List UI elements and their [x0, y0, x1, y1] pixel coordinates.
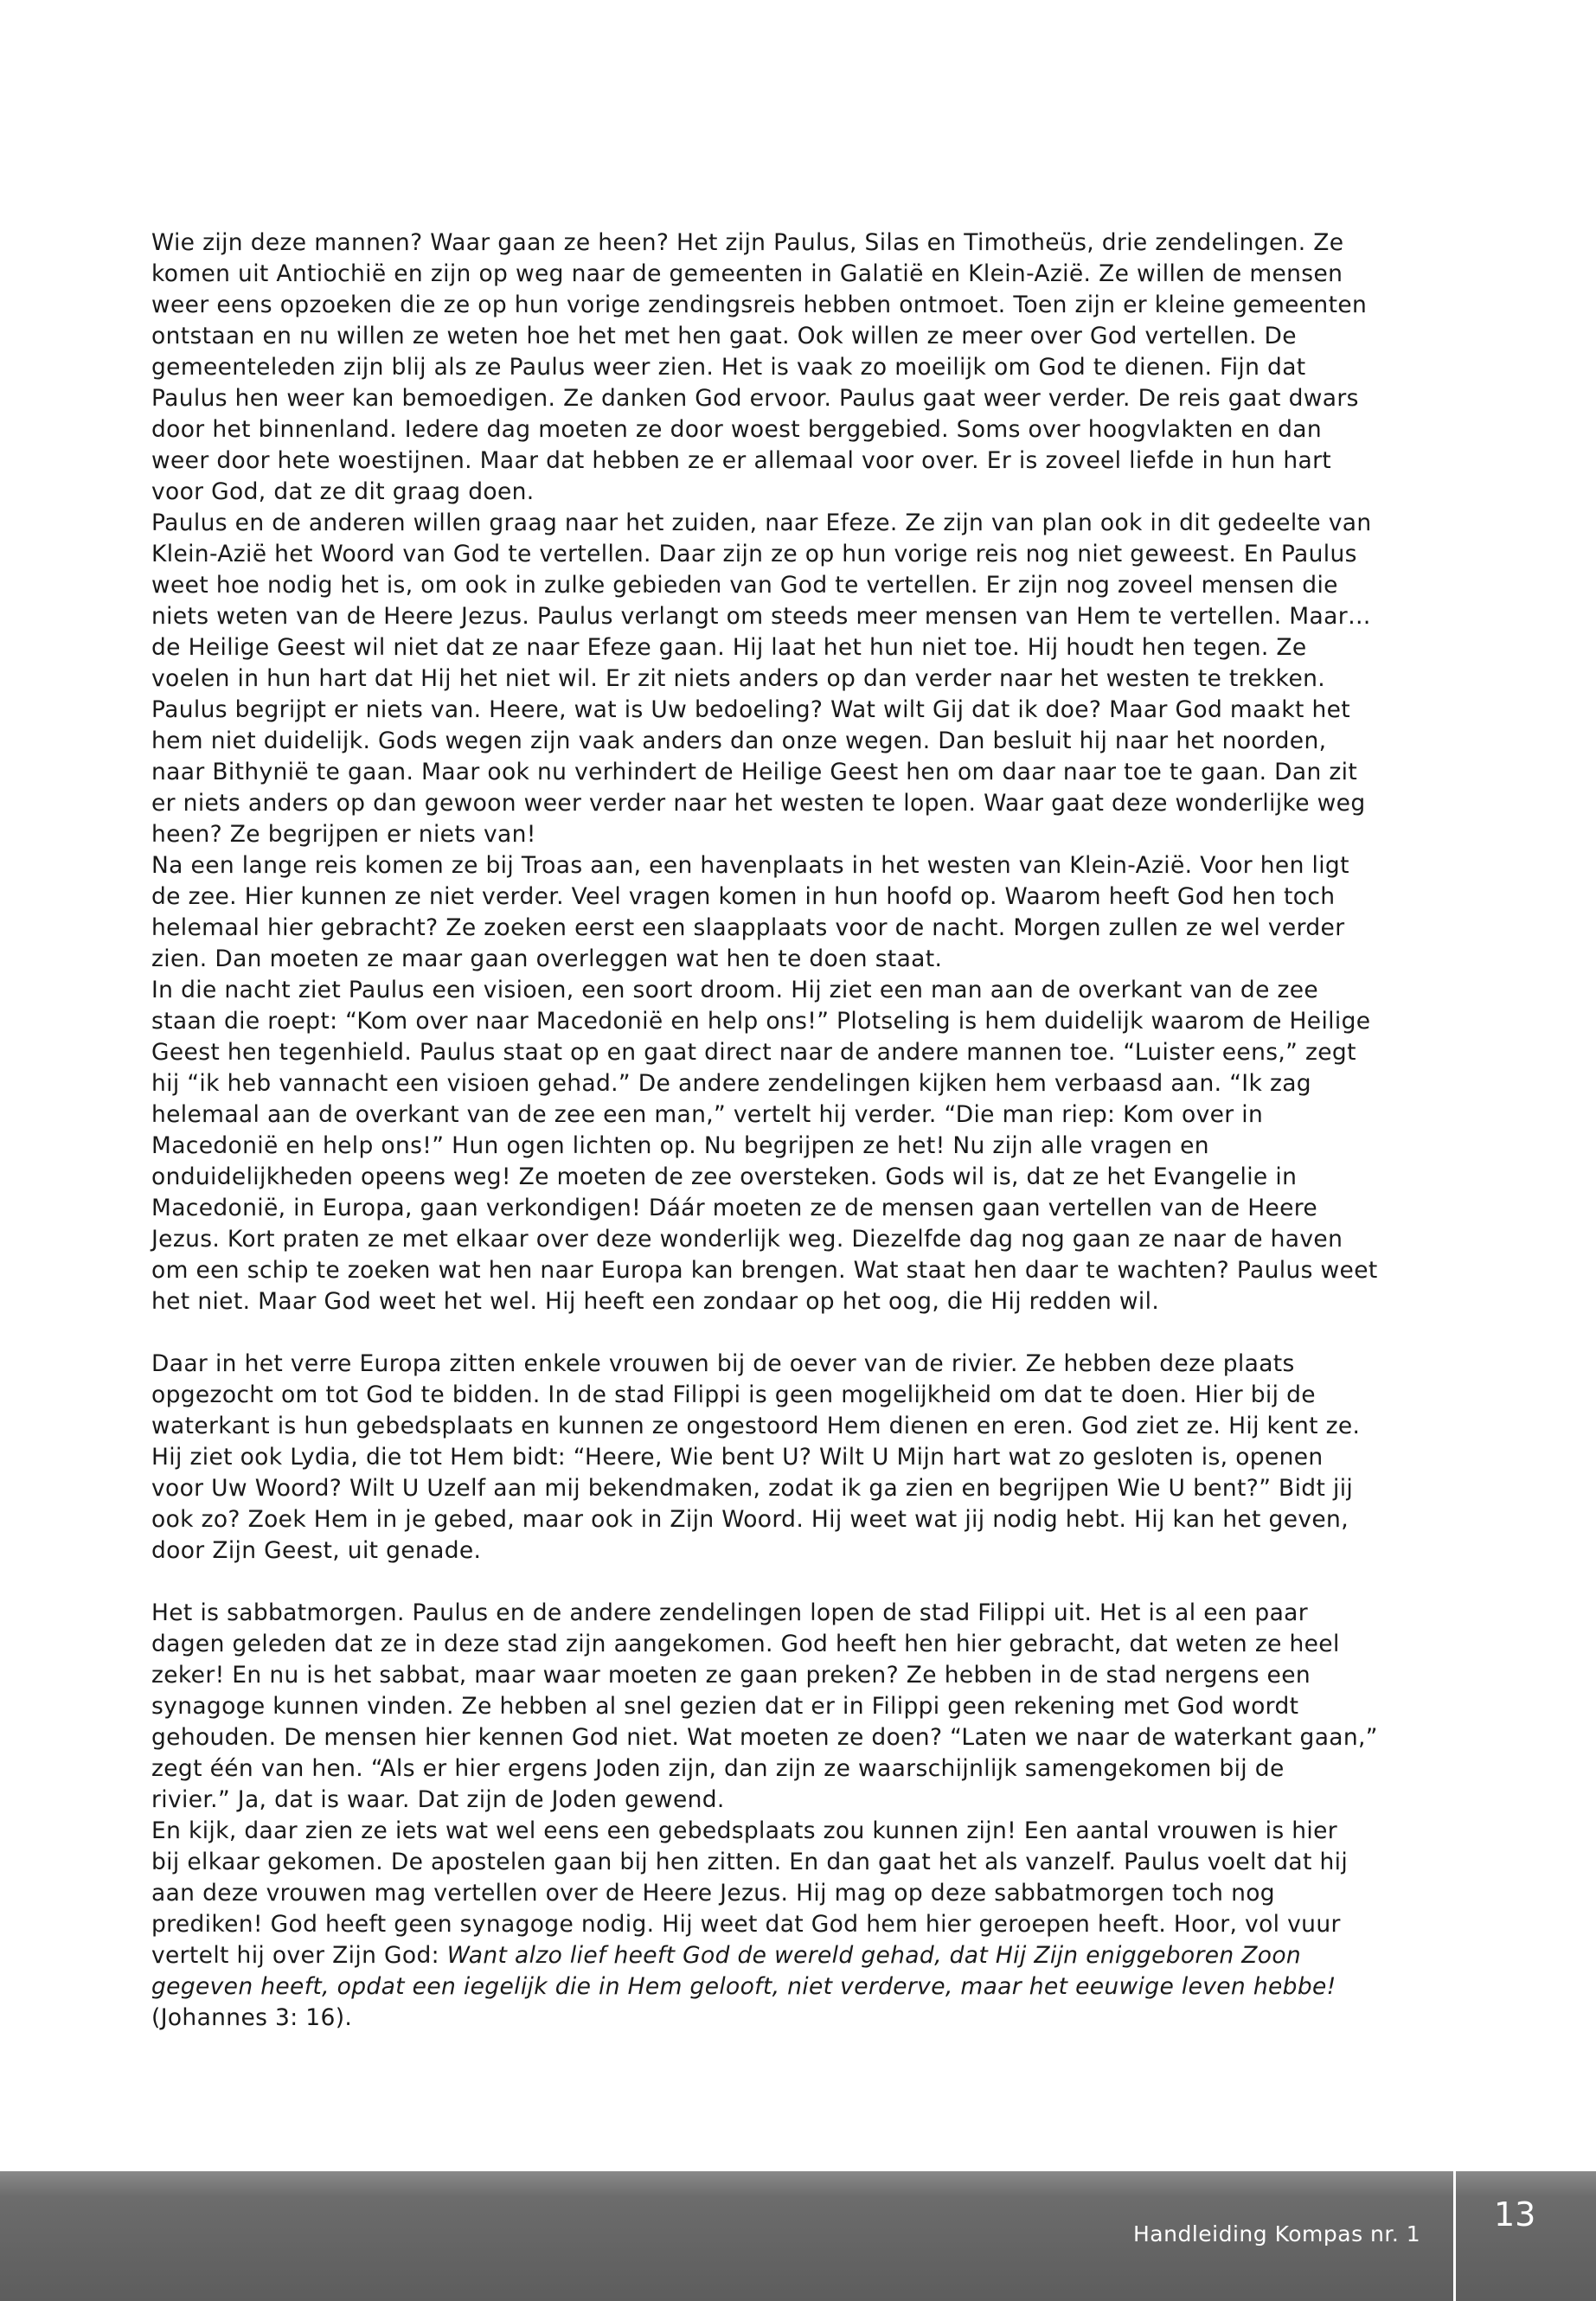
paragraph-visioen: In die nacht ziet Paulus een visioen, een soort droom. Hij ziet een man aan de overkant van de zee staan die roept: “Kom over naar Macedonië en help ons!” Plotseling is hem duidelijk waarom de Heilige Geest hen tegenhield. Paulus staat op en gaat direct naar de andere mannen toe. “Luister eens,” zegt hij “ik heb vannacht een visioen gehad.” De andere zendelingen kijken hem verbaasd aan. “Ik zag helemaal aan de overkant van de zee een man,” vertelt hij verder. “Die man riep: Kom over in Macedonië en help ons!” Hun ogen lichten op. Nu begrijpen ze het! Nu zijn alle vragen en onduidelijkheden opeens weg! Ze moeten de zee oversteken. Gods wil is, dat ze het Evangelie in Macedonië, in Europa, gaan verkondigen! Dáár moeten ze de mensen gaan vertellen van de Heere Jezus. Kort praten ze met elkaar over deze wonderlijk weg. Diezelfde dag nog gaan ze naar de haven om een schip te zoeken wat hen naar Europa kan brengen. Wat staat hen daar te wachten? Paulus weet het niet. Maar God weet het wel. Hij heeft een zondaar op het oog, die Hij redden wil. [151, 977, 1378, 1315]
paragraph-prediking [151, 1816, 1414, 2034]
paragraph-lydia: Daar in het verre Europa zitten enkele vrouwen bij de oever van de rivier. Ze hebben deze plaats opgezocht om tot God te bidden. In de stad Filippi is geen mogelijkheid om dat te doen. Hier bij de waterkant is hun gebedsplaats en kunnen ze ongestoord Hem dienen en eren. God ziet ze. Hij kent ze. Hij ziet ook Lydia, die tot Hem bidt: “Heere, Wie bent U? Wilt U Mijn hart wat zo gesloten is, openen voor Uw Woord? Wilt U Uzelf aan mij bekendmaken, zodat ik ga zien en begrijpen Wie U bent?” Bidt jij ook zo? Zoek Hem in je gebed, maar ook in Zijn Woord. Hij weet wat jij nodig hebt. Hij kan het geven, door Zijn Geest, uit genade. [151, 1350, 1361, 1564]
bible-reference: (Johannes 3: 16). [151, 2004, 353, 2031]
footer-divider [1453, 2171, 1456, 2301]
bible-quote: Want alzo lief heeft God de wereld gehad, dat Hij Zijn eniggeboren Zoon gegeven heeft, opdat een iegelijk die in Hem gelooft, niet verderve, maar het eeuwige leven hebbe! [151, 1942, 1336, 2000]
page-number: 13 [1494, 2195, 1536, 2234]
paragraph-efeze: Paulus en de anderen willen graag naar het zuiden, naar Efeze. Ze zijn van plan ook in dit gedeelte van Klein-Azië het Woord van God te vertellen. Daar zijn ze op hun vorige reis nog niet geweest. En Paulus weet hoe nodig het is, om ook in zulke gebieden van God te vertellen. Er zijn nog zoveel mensen die niets weten van de Heere Jezus. Paulus verlangt om steeds meer mensen van Hem te vertellen. Maar… de Heilige Geest wil niet dat ze naar Efeze gaan. Hij laat het hun niet toe. Hij houdt hen tegen. Ze voelen in hun hart dat Hij het niet wil. Er zit niets anders op dan verder naar het westen te trekken. Paulus begrijpt er niets van. Heere, wat is Uw bedoeling? Wat wilt Gij dat ik doe? Maar God maakt het hem niet duidelijk. Gods wegen zijn vaak anders dan onze wegen. Dan besluit hij naar het noorden, naar Bithynië te gaan. Maar ook nu verhindert de Heilige Geest hen om daar naar toe te gaan. Dan zit er niets anders op dan gewoon weer verder naar het westen te lopen. Waar gaat deze wonderlijke weg heen? Ze begrijpen er niets van! [151, 510, 1372, 848]
footer-title: Handleiding Kompas nr. 1 [1133, 2221, 1421, 2247]
prediking-lead: En kijk, daar zien ze iets wat wel eens een gebedsplaats zou kunnen zijn! Een aantal vrouwen is hier bij elkaar gekomen. De apostelen gaan bij hen zitten. En dan gaat het als vanzelf. Paulus voelt dat hij aan deze vrouwen mag vertellen over de Heere Jezus. Hij mag op deze sabbatmorgen toch nog prediken! God heeft geen synagoge nodig. Hij weet dat God hem hier geroepen heeft. Hoor, vol vuur vertelt hij over Zijn God: [151, 1817, 1349, 1969]
body-text [151, 228, 1414, 2034]
paragraph-troas: Na een lange reis komen ze bij Troas aan, een havenplaats in het westen van Klein-Azië. Voor hen ligt de zee. Hier kunnen ze niet verder. Veel vragen komen in hun hoofd op. Waarom heeft God hen toch helemaal hier gebracht? Ze zoeken eerst een slaapplaats voor de nacht. Morgen zullen ze wel verder zien. Dan moeten ze maar gaan overleggen wat hen te doen staat. [151, 852, 1349, 972]
paragraph-intro: Wie zijn deze mannen? Waar gaan ze heen? Het zijn Paulus, Silas en Timotheüs, drie zendelingen. Ze komen uit Antiochië en zijn op weg naar de gemeenten in Galatië en Klein-Azië. Ze willen de mensen weer eens opzoeken die ze op hun vorige zendingsreis hebben ontmoet. Toen zijn er kleine gemeenten ontstaan en nu willen ze weten hoe het met hen gaat. Ook willen ze meer over God vertellen. De gemeenteleden zijn blij als ze Paulus weer zien. Het is vaak zo moeilijk om God te dienen. Fijn dat Paulus hen weer kan bemoedigen. Ze danken God ervoor. Paulus gaat weer verder. De reis gaat dwars door het binnenland. Iedere dag moeten ze door woest berggebied. Soms over hoogvlakten en dan weer door hete woestijnen. Maar dat hebben ze er allemaal voor over. Er is zoveel liefde in hun hart voor God, dat ze dit graag doen. [151, 229, 1368, 505]
paragraph-sabbat: Het is sabbatmorgen. Paulus en de andere zendelingen lopen de stad Filippi uit. Het is al een paar dagen geleden dat ze in deze stad zijn aangekomen. God heeft hen hier gebracht, dat weten ze heel zeker! En nu is het sabbat, maar waar moeten ze gaan preken? Ze hebben in de stad nergens een synagoge kunnen vinden. Ze hebben al snel gezien dat er in Filippi geen rekening met God wordt gehouden. De mensen hier kennen God niet. Wat moeten ze doen? “Laten we naar de waterkant gaan,” zegt één van hen. “Als er hier ergens Joden zijn, dan zijn ze waarschijnlijk samengekomen bij de rivier.” Ja, dat is waar. Dat zijn de Joden gewend. [151, 1599, 1378, 1813]
